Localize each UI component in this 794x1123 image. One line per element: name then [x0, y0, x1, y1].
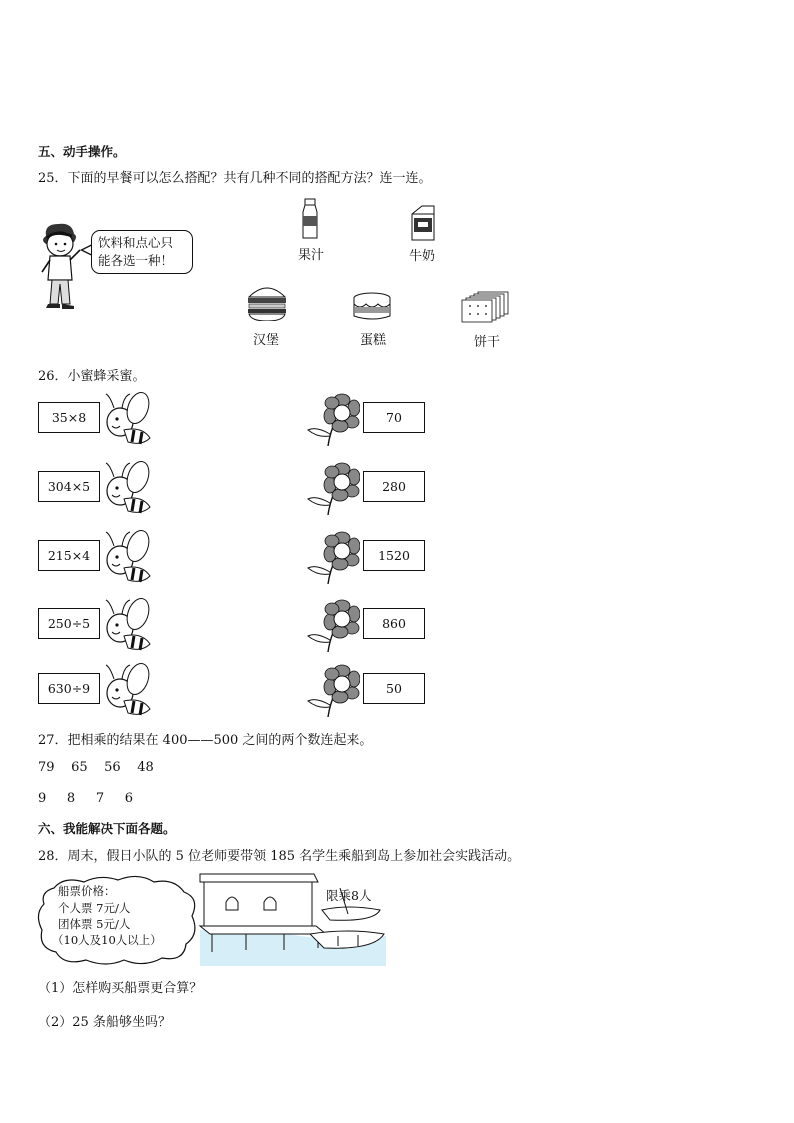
answer-box: 860 — [363, 608, 425, 639]
flower-icon — [306, 530, 360, 588]
juice-bottle-icon — [299, 198, 321, 240]
expression-box: 35×8 — [38, 402, 100, 433]
expression-box: 250÷5 — [38, 608, 100, 639]
answer-box: 1520 — [363, 540, 425, 571]
bee-icon — [98, 661, 156, 721]
price-individual: 个人票 7元/人 — [58, 901, 131, 915]
snack-label-cracker: 饼干 — [473, 335, 500, 350]
pier-boats-illustration — [198, 870, 388, 966]
answer-box: 70 — [363, 402, 425, 433]
hamburger-icon — [245, 281, 289, 321]
flower-icon — [306, 392, 360, 450]
bee-icon — [98, 596, 156, 656]
bee-icon — [98, 459, 156, 519]
answer-box: 280 — [363, 471, 425, 502]
flower-icon — [306, 663, 360, 721]
question-26-text: 26．小蜜蜂采蜜。 — [38, 369, 146, 384]
answer-box: 50 — [363, 673, 425, 704]
section-5-title: 五、动手操作。 — [38, 144, 126, 159]
number-row-1: 79 65 56 48 — [38, 760, 154, 775]
price-note: （10人及10人以上） — [52, 933, 162, 947]
speech-line-2: 能各选一种！ — [98, 253, 174, 268]
cake-icon — [352, 292, 392, 322]
flower-icon — [306, 598, 360, 656]
drink-label-juice: 果汁 — [297, 248, 324, 263]
milk-carton-icon — [408, 204, 438, 242]
expression-box: 304×5 — [38, 471, 100, 502]
boy-illustration — [34, 222, 90, 312]
bee-icon — [98, 528, 156, 588]
drink-label-milk: 牛奶 — [408, 249, 435, 264]
flower-icon — [306, 461, 360, 519]
expression-box: 630÷9 — [38, 673, 100, 704]
snack-label-hamburger: 汉堡 — [252, 333, 279, 348]
price-group: 团体票 5元/人 — [58, 917, 131, 931]
sub-question-2: （2）25 条船够坐吗？ — [38, 1015, 171, 1030]
boat-limit-label: 限乘8人 — [326, 888, 372, 903]
speech-line-1: 饮料和点心只 — [98, 235, 174, 250]
sub-question-1: （1）怎样购买船票更合算？ — [38, 981, 203, 996]
question-28-text: 28．周末，假日小队的 5 位老师要带领 185 名学生乘船到岛上参加社会实践活动。 — [38, 849, 521, 864]
snack-label-cake: 蛋糕 — [359, 333, 386, 348]
bee-icon — [98, 390, 156, 450]
section-6-title: 六、我能解决下面各题。 — [38, 821, 176, 836]
expression-box: 215×4 — [38, 540, 100, 571]
speech-bubble — [91, 230, 193, 274]
question-27-text: 27．把相乘的结果在 400——500 之间的两个数连起来。 — [38, 733, 373, 748]
question-25-text: 25．下面的早餐可以怎么搭配？共有几种不同的搭配方法？连一连。 — [38, 171, 432, 186]
price-title: 船票价格： — [58, 884, 116, 898]
number-row-2: 9 8 7 6 — [38, 791, 134, 806]
cracker-icon — [458, 290, 512, 326]
